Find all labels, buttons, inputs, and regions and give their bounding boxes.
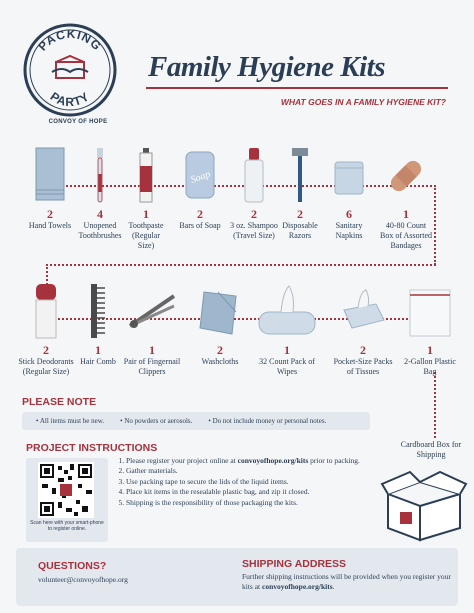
item-wipes [254, 282, 320, 377]
soap-text: Soap [189, 168, 212, 186]
toothpaste-icon [134, 146, 158, 204]
item-name: Hair Comb [80, 357, 116, 366]
contact-email-link[interactable]: volunteer@convoyofhope.org [38, 575, 128, 584]
shipping-title: SHIPPING ADDRESS [242, 558, 347, 570]
row-link-dotted-line [46, 264, 436, 266]
plastic-bag-icon [407, 282, 453, 340]
item-qty: 1 [403, 207, 409, 221]
item-soap [176, 146, 224, 231]
item-name: Unopened Toothbrushes [78, 221, 122, 240]
instruction-step: 3. Use packing tape to secure the lids of the liquid items. [126, 477, 388, 487]
box-connector-dotted-line [434, 372, 436, 438]
item-qty: 2 [217, 343, 223, 357]
item-tissues [332, 282, 394, 377]
logo-org-name: CONVOY OF HOPE [48, 119, 108, 125]
item-qty: 6 [346, 207, 352, 221]
item-hair-comb [80, 282, 116, 367]
item-qty: 1 [143, 207, 149, 221]
item-name: Washcloths [201, 357, 239, 366]
razor-icon [288, 146, 312, 204]
qr-code[interactable] [38, 462, 94, 518]
item-name: Sanitary Napkins [335, 221, 363, 240]
item-sanitary-napkins [326, 146, 372, 241]
item-name: 2-Gallon Plastic Bag [404, 357, 456, 376]
bandage-icon [386, 146, 426, 204]
logo-bottom-text: PARTY [47, 89, 93, 110]
shampoo-icon [239, 146, 269, 204]
item-bandages [380, 146, 432, 251]
box-label: Cardboard Box for Shipping [400, 440, 462, 459]
comb-icon [87, 282, 109, 340]
item-name: Bars of Soap [179, 221, 221, 230]
item-qty: 4 [97, 207, 103, 221]
item-deodorants [16, 282, 76, 377]
napkin-icon [330, 146, 368, 204]
cardboard-box-icon [380, 464, 468, 544]
item-clippers [120, 282, 184, 377]
note-item: • All items must be new. [36, 417, 105, 425]
item-washcloths [190, 282, 250, 367]
item-qty: 1 [95, 343, 101, 357]
svg-text:PARTY [48, 89, 93, 109]
item-qty: 2 [251, 207, 257, 221]
item-qty: 2 [197, 207, 203, 221]
logo-top-text: PACKING [35, 26, 105, 54]
item-qty: 2 [47, 207, 53, 221]
item-qty: 1 [149, 343, 155, 357]
item-qty: 1 [284, 343, 290, 357]
item-name: Pocket-Size Packs of Tissues [333, 357, 393, 376]
item-qty: 1 [427, 343, 433, 357]
item-toothpaste [124, 146, 168, 251]
item-toothbrushes [78, 146, 122, 241]
item-name: Disposable Razors [282, 221, 318, 240]
item-name: Pair of Fingernail Clippers [123, 357, 181, 376]
item-qty: 2 [360, 343, 366, 357]
page-title: Family Hygiene Kits [148, 51, 385, 83]
clippers-icon [124, 282, 180, 340]
shipping-text: Further shipping instructions will be provided when you register your kits at convoyofhope.org/kits. [242, 572, 451, 591]
instruction-step: 4. Place kit items in the resealable plastic bag, and zip it closed. [126, 487, 388, 497]
please-note-title: PLEASE NOTE [22, 396, 97, 408]
note-item: • Do not include money or personal notes. [208, 417, 327, 425]
please-note-box [22, 412, 370, 430]
wipes-icon [255, 282, 319, 340]
instruction-step: 5. Shipping is the responsibility of those packaging the kits. [126, 498, 388, 508]
instructions-steps [112, 456, 388, 508]
item-razors [278, 146, 322, 241]
instruction-step: 2. Gather materials. [126, 466, 388, 476]
item-plastic-bag [400, 282, 460, 377]
packing-party-logo [22, 22, 118, 118]
item-name: 40-80 Count Box of Assorted Bandages [380, 221, 432, 250]
item-shampoo [228, 146, 280, 241]
deodorant-icon [31, 282, 61, 340]
item-name: Hand Towels [28, 221, 72, 230]
questions-title: QUESTIONS? [38, 560, 107, 572]
item-name: Toothpaste (Regular Size) [128, 221, 164, 250]
washcloth-icon [196, 282, 244, 340]
item-name: 32 Count Pack of Wipes [259, 357, 315, 376]
item-qty: 2 [297, 207, 303, 221]
towel-icon [32, 146, 68, 204]
item-hand-towels [22, 146, 78, 231]
item-name: Stick Deodorants (Regular Size) [18, 357, 74, 376]
qr-caption: Scan here with your smart-phone to register online. [30, 520, 104, 532]
tissues-icon [338, 282, 388, 340]
shipping-link[interactable]: convoyofhope.org/kits [262, 582, 333, 591]
soap-icon [180, 146, 220, 204]
page-subtitle: WHAT GOES IN A FAMILY HYGIENE KIT? [280, 97, 446, 107]
register-link[interactable]: convoyofhope.org/kits [237, 456, 309, 465]
toothbrush-icon [90, 146, 110, 204]
item-qty: 2 [43, 343, 49, 357]
instruction-step: 1. Please register your project online at convoyofhope.org/kits prior to packing. [126, 456, 388, 466]
item-name: 3 oz. Shampoo (Travel Size) [230, 221, 278, 240]
note-item: • No powders or aerosols. [120, 417, 193, 425]
instructions-title: PROJECT INSTRUCTIONS [26, 442, 158, 454]
title-underline [146, 87, 448, 89]
row-connector-dotted-line [434, 185, 436, 265]
